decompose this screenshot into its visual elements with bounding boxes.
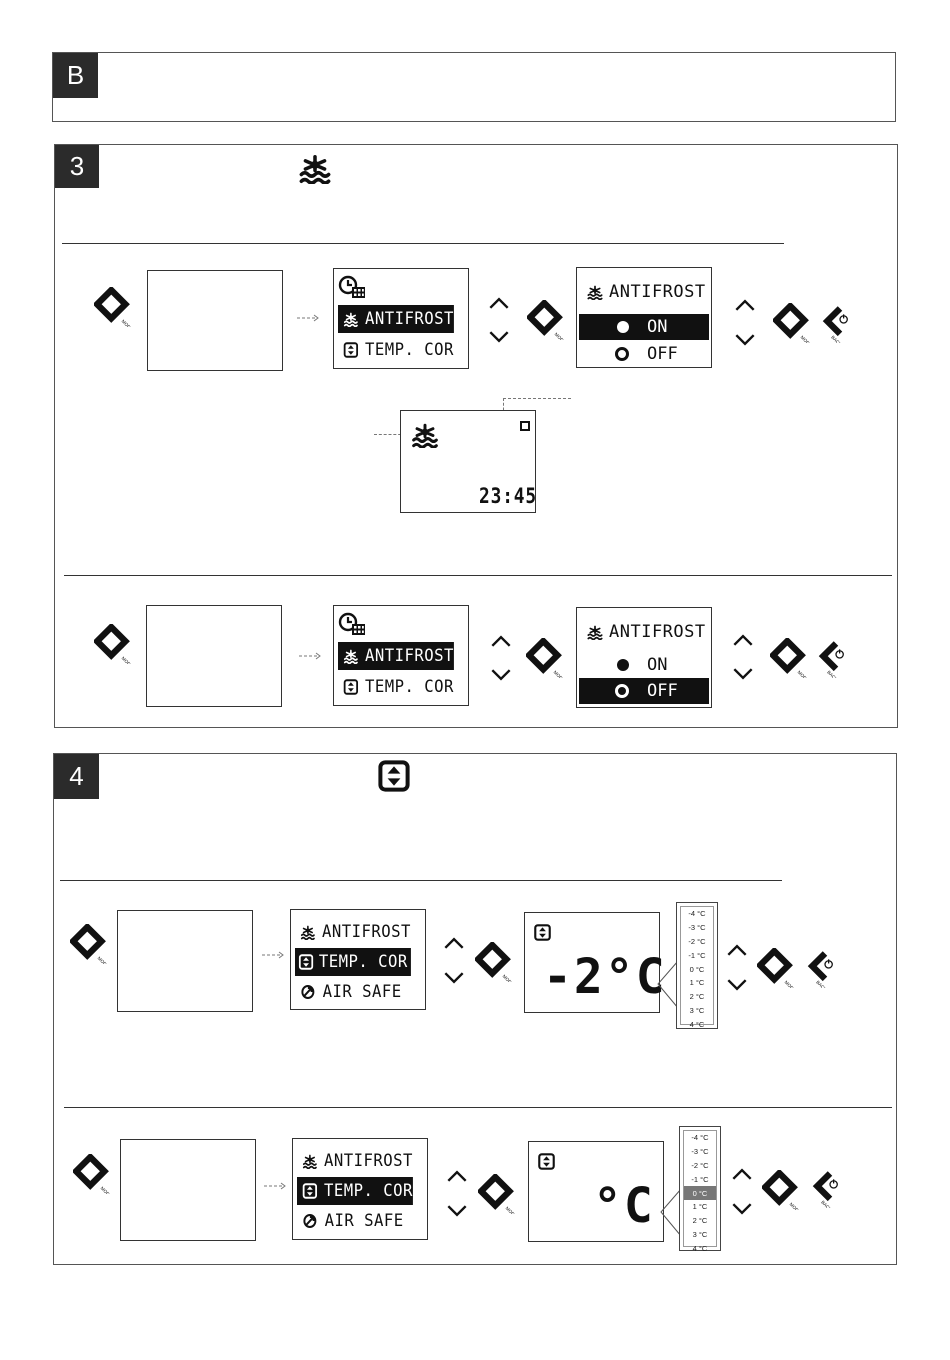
divider — [64, 1107, 892, 1108]
option-on[interactable]: ON — [579, 314, 709, 340]
down-arrow-button[interactable] — [446, 1204, 468, 1217]
up-arrow-button[interactable] — [732, 634, 754, 647]
menu-item-temp-cor[interactable]: TEMP. COR. — [295, 948, 411, 976]
antifrost-icon — [302, 1154, 317, 1169]
temp-correction-icon — [378, 760, 410, 792]
mode-button[interactable] — [770, 638, 810, 678]
menu-item-antifrost[interactable]: ANTIFROST — [297, 1147, 413, 1175]
down-arrow-button[interactable] — [734, 333, 756, 346]
scale-item: 2 °C — [692, 1216, 708, 1226]
mode-button[interactable] — [475, 942, 515, 982]
scale-item: 1 °C — [692, 1202, 708, 1212]
arrow-right-icon — [299, 652, 323, 660]
blank-display — [147, 270, 283, 371]
scale-item: 2 °C — [689, 992, 705, 1002]
scale-item: -2 °C — [691, 1160, 709, 1170]
antifrost-title: ANTIFROST — [609, 622, 706, 642]
down-arrow-button[interactable] — [490, 668, 512, 681]
antifrost-on-display — [576, 267, 712, 368]
menu-item-temp-cor[interactable]: TEMP. COR — [338, 336, 454, 364]
back-button[interactable] — [810, 1168, 850, 1208]
arrow-right-icon — [262, 951, 286, 959]
callout-line — [503, 398, 571, 399]
temp-correction-icon — [299, 954, 314, 970]
option-off[interactable]: OFF — [579, 678, 709, 704]
air-safe-icon — [301, 984, 316, 1000]
temp-scale — [676, 902, 718, 1029]
scale-item: -3 °C — [691, 1147, 709, 1157]
down-arrow-button[interactable] — [726, 978, 748, 991]
scale-item: 0 °C — [689, 964, 705, 974]
menu-item-antifrost[interactable]: ANTIFROST — [338, 305, 454, 333]
back-button[interactable] — [805, 948, 845, 988]
temp-correction-icon — [534, 924, 551, 941]
section-3-tag: 3 — [55, 145, 99, 188]
temp-correction-display — [528, 1141, 664, 1242]
clock-grid-icon — [338, 612, 366, 636]
mode-button[interactable] — [527, 300, 567, 340]
clock-time: 23:45 — [479, 484, 537, 508]
up-arrow-button[interactable] — [731, 1168, 753, 1181]
up-arrow-button[interactable] — [443, 937, 465, 950]
arrow-right-icon — [297, 314, 321, 322]
settings-menu-display — [290, 909, 426, 1010]
scale-item: 4 °C — [689, 1019, 705, 1029]
scale-item: 1 °C — [689, 978, 705, 988]
down-arrow-button[interactable] — [731, 1202, 753, 1215]
scale-item: -1 °C — [688, 950, 706, 960]
menu-item-air-safe[interactable]: AIR SAFE — [297, 1207, 413, 1235]
scale-item: -3 °C — [688, 923, 706, 933]
blank-display — [120, 1139, 256, 1241]
up-arrow-button[interactable] — [488, 297, 510, 310]
blank-display — [117, 910, 253, 1012]
scale-item: -4 °C — [691, 1133, 709, 1143]
antifrost-icon — [343, 312, 358, 327]
antifrost-icon — [411, 423, 439, 448]
menu-item-air-safe[interactable]: AIR SAFE — [295, 978, 411, 1006]
temp-correction-icon — [538, 1153, 555, 1170]
scale-item: -4 °C — [688, 909, 706, 919]
menu-item-antifrost[interactable]: ANTIFROST — [338, 642, 454, 670]
antifrost-icon — [587, 625, 603, 640]
section-4-tag: 4 — [54, 754, 99, 799]
down-arrow-button[interactable] — [488, 330, 510, 343]
scale-item: 3 °C — [692, 1229, 708, 1239]
menu-item-temp-cor[interactable]: TEMP. COR — [338, 673, 454, 701]
blank-display — [146, 605, 282, 707]
mode-button[interactable] — [773, 303, 813, 343]
temp-correction-display — [524, 912, 667, 1013]
scale-item: 4 °C — [692, 1243, 708, 1253]
down-arrow-button[interactable] — [732, 667, 754, 680]
back-button[interactable] — [820, 303, 860, 343]
section-b-tag: B — [53, 53, 98, 98]
antifrost-icon — [300, 925, 315, 940]
mode-button[interactable] — [526, 638, 566, 678]
mode-button[interactable] — [478, 1174, 518, 1214]
section-b-frame — [52, 52, 896, 122]
scale-item: 0 °C — [684, 1186, 716, 1200]
antifrost-icon — [343, 649, 358, 664]
up-arrow-button[interactable] — [726, 944, 748, 957]
mode-button[interactable] — [73, 1154, 113, 1194]
clock-grid-icon — [338, 275, 366, 299]
temp-correction-icon — [343, 679, 358, 695]
divider — [62, 243, 784, 244]
temp-correction-icon — [343, 342, 358, 358]
option-on[interactable]: ON — [579, 652, 709, 678]
divider — [60, 880, 782, 881]
arrow-right-icon — [264, 1182, 288, 1190]
settings-menu-display — [292, 1138, 428, 1240]
mode-button[interactable] — [762, 1170, 802, 1210]
menu-item-temp-cor[interactable]: TEMP. COR — [297, 1177, 413, 1205]
antifrost-off-display — [576, 607, 712, 708]
mode-button[interactable] — [94, 287, 134, 327]
antifrost-title: ANTIFROST — [609, 282, 706, 302]
mode-button[interactable] — [757, 948, 797, 988]
menu-item-antifrost[interactable]: ANTIFROST — [295, 918, 411, 946]
scale-item: 3 °C — [689, 1005, 705, 1015]
air-safe-icon — [303, 1213, 318, 1229]
divider — [64, 575, 892, 576]
antifrost-icon — [298, 154, 332, 184]
option-off[interactable]: OFF — [579, 341, 709, 367]
temp-scale — [679, 1126, 721, 1251]
antifrost-icon — [587, 285, 603, 300]
scale-item: -2 °C — [688, 936, 706, 946]
status-square-icon — [520, 421, 530, 431]
mode-button[interactable] — [70, 924, 110, 964]
up-arrow-button[interactable] — [734, 299, 756, 312]
temp-correction-icon — [302, 1183, 317, 1199]
temp-correction-value: -2°C — [543, 949, 667, 1005]
home-display — [400, 410, 536, 513]
main-menu-display — [333, 268, 469, 369]
down-arrow-button[interactable] — [443, 971, 465, 984]
temp-correction-value: °C — [593, 1178, 655, 1234]
up-arrow-button[interactable] — [446, 1170, 468, 1183]
back-button[interactable] — [816, 638, 856, 678]
scale-item: -1 °C — [691, 1174, 709, 1184]
mode-button[interactable] — [94, 624, 134, 664]
main-menu-display — [333, 605, 469, 706]
up-arrow-button[interactable] — [490, 635, 512, 648]
